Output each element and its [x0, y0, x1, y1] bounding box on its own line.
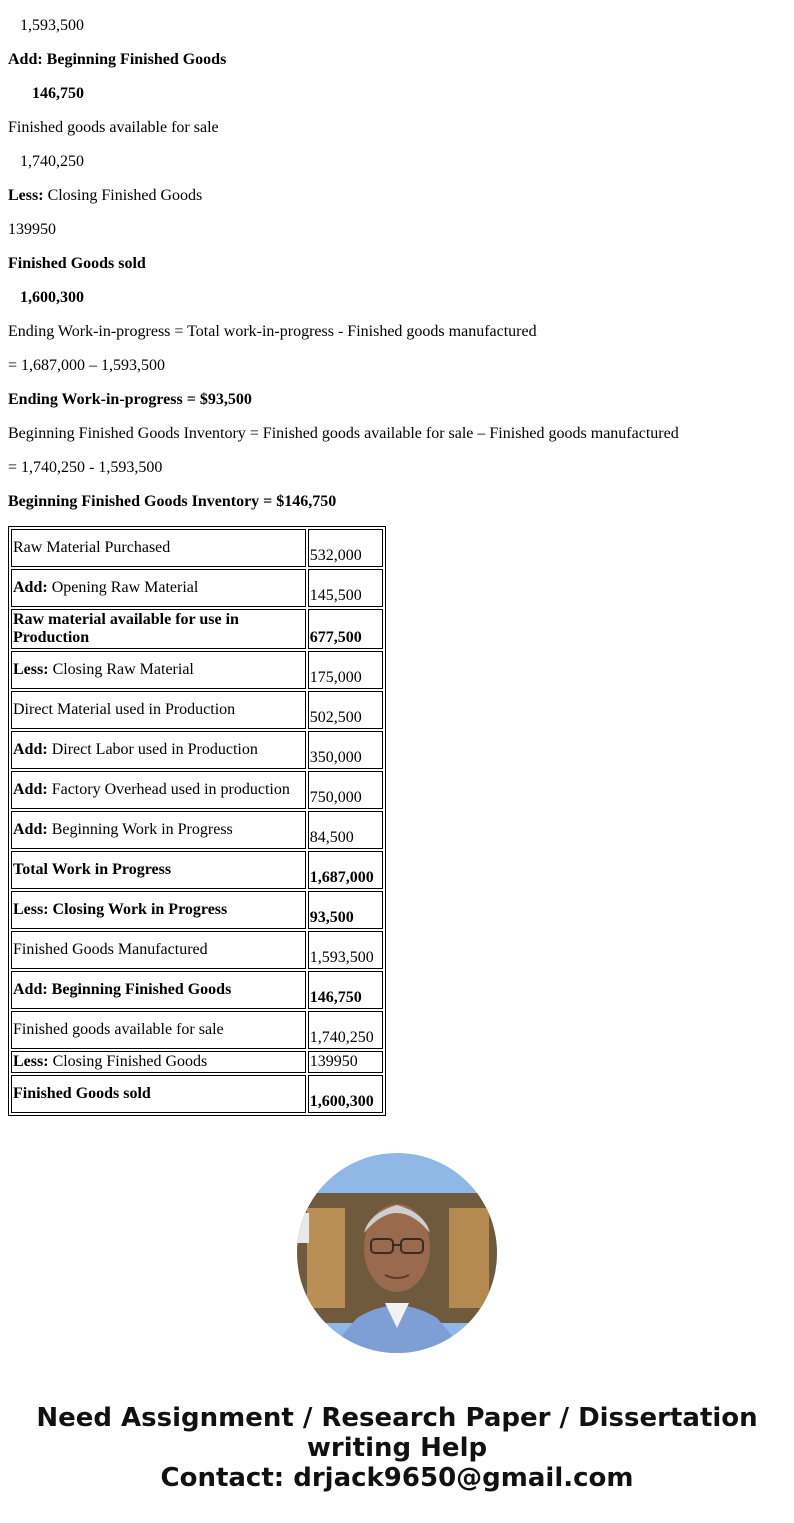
row-label: Add: Beginning Finished Goods [11, 971, 306, 1009]
table-row [11, 529, 383, 567]
avatar [297, 1153, 497, 1353]
closing-finished-goods-label: Closing Finished Goods [47, 187, 203, 204]
line-ending-wip-result: Ending Work-in-progress = $93,500 [8, 391, 252, 408]
row-label: Less: Closing Raw Material [11, 651, 306, 689]
line-less-closing-finished-goods [8, 176, 786, 210]
line-closing-finished-goods-value: 139950 [8, 221, 56, 238]
line-ending-wip-formula: Ending Work-in-progress = Total work-in-progress - Finished goods manufactured [8, 323, 537, 340]
row-label: Add: Factory Overhead used in production [11, 771, 306, 809]
row-value: 750,000 [308, 771, 383, 809]
table-row [11, 811, 383, 849]
line-finished-goods-available-value: 1,740,250 [20, 153, 84, 170]
row-label: Finished goods available for sale [11, 1011, 306, 1049]
row-value: 532,000 [308, 529, 383, 567]
row-label: Raw material available for use in Production [11, 609, 306, 649]
table-row [11, 651, 383, 689]
line-finished-goods-sold-value: 1,600,300 [20, 289, 84, 306]
row-label: Less: Closing Work in Progress [11, 891, 306, 929]
row-value: 502,500 [308, 691, 383, 729]
line-finished-goods-sold: Finished Goods sold [8, 255, 146, 272]
line-beginning-fg-calc: = 1,740,250 - 1,593,500 [8, 459, 163, 476]
table-row [11, 731, 383, 769]
row-value: 1,740,250 [308, 1011, 383, 1049]
line-finished-goods-available: Finished goods available for sale [8, 119, 219, 136]
line-add-beginning-finished-goods: Add: Beginning Finished Goods [8, 51, 227, 68]
table-row [11, 851, 383, 889]
line-ending-wip-calc: = 1,687,000 – 1,593,500 [8, 357, 166, 374]
table-row [11, 971, 383, 1009]
row-value: 146,750 [308, 971, 383, 1009]
line-beginning-finished-goods-value: 146,750 [32, 85, 84, 102]
person-portrait-icon [297, 1153, 497, 1353]
table-row [11, 1011, 383, 1049]
row-value: 145,500 [308, 569, 383, 607]
footer-line-2: writing Help [306, 1433, 488, 1463]
line-finished-goods-manufactured-value: 1,593,500 [20, 17, 84, 34]
table-row [11, 609, 383, 649]
row-label: Less: Closing Finished Goods [11, 1051, 306, 1073]
footer-line-1: Need Assignment / Research Paper / Dissertation [36, 1403, 758, 1433]
line-beginning-fg-result: Beginning Finished Goods Inventory = $146,750 [8, 493, 337, 510]
footer-contact-line: Contact: drjack9650@gmail.com [160, 1463, 634, 1493]
table-row [11, 931, 383, 969]
row-value: 350,000 [308, 731, 383, 769]
row-label: Add: Opening Raw Material [11, 569, 306, 607]
row-label: Direct Material used in Production [11, 691, 306, 729]
row-value: 677,500 [308, 609, 383, 649]
row-value: 84,500 [308, 811, 383, 849]
table-row [11, 691, 383, 729]
row-value: 139950 [308, 1051, 383, 1073]
table-row [11, 569, 383, 607]
cost-of-goods-table [8, 526, 386, 1116]
row-label: Add: Beginning Work in Progress [11, 811, 306, 849]
row-value: 1,687,000 [308, 851, 383, 889]
table-row [11, 1075, 383, 1113]
less-prefix: Less: [8, 187, 44, 204]
row-label: Raw Material Purchased [11, 529, 306, 567]
row-label: Finished Goods sold [11, 1075, 306, 1113]
row-value: 1,600,300 [308, 1075, 383, 1113]
row-value: 175,000 [308, 651, 383, 689]
table-row [11, 1051, 383, 1073]
line-beginning-fg-formula: Beginning Finished Goods Inventory = Finished goods available for sale – Finished goods manufactured [8, 425, 679, 442]
row-label: Total Work in Progress [11, 851, 306, 889]
row-label: Finished Goods Manufactured [11, 931, 306, 969]
row-label: Add: Direct Labor used in Production [11, 731, 306, 769]
contact-footer [0, 1403, 794, 1493]
table-row [11, 771, 383, 809]
row-value: 1,593,500 [308, 931, 383, 969]
row-value: 93,500 [308, 891, 383, 929]
table-row [11, 891, 383, 929]
